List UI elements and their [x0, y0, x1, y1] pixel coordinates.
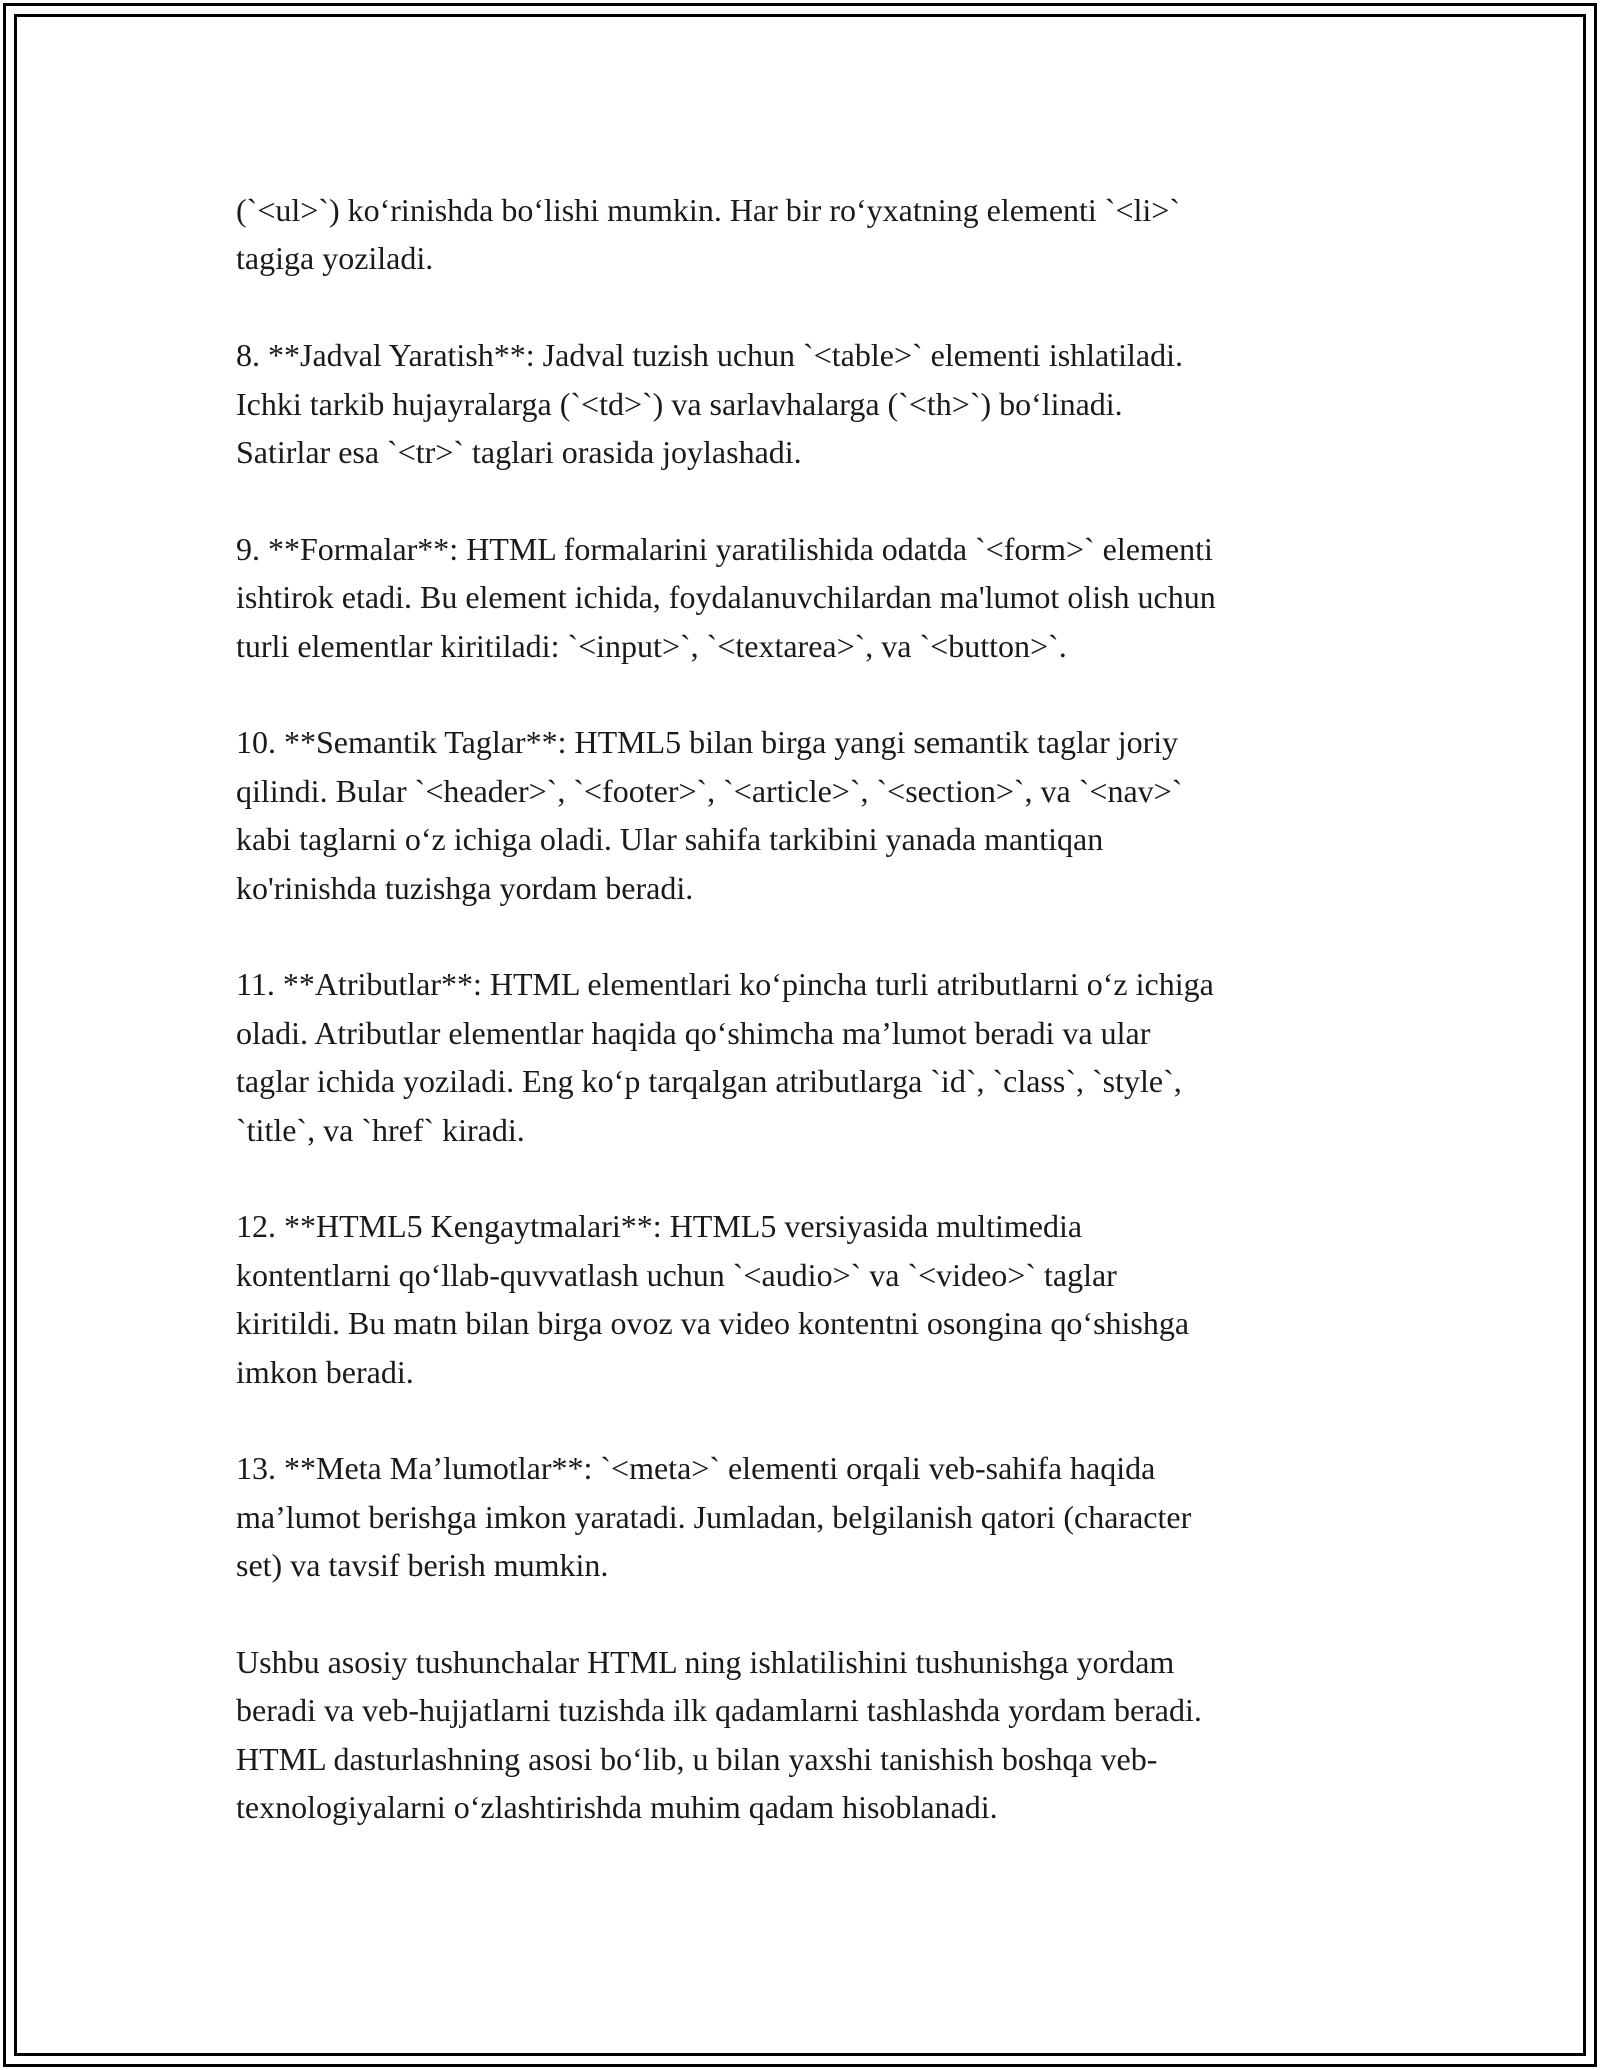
text-line: kiritildi. Bu matn bilan birga ovoz va video kontentni osongina qo‘shishga: [236, 1305, 1190, 1342]
text-line: kabi taglarni o‘z ichiga oladi. Ular sahifa tarkibini yanada mantiqan: [236, 821, 1104, 858]
text-line: Ushbu asosiy tushunchalar HTML ning ishlatilishini tushunishga yordam: [236, 1644, 1175, 1681]
text-line: `title`, va `href` kiradi.: [236, 1111, 525, 1148]
text-line: ko'rinishda tuzishga yordam beradi.: [236, 869, 694, 906]
paragraph-lists-continuation: [236, 186, 1366, 283]
text-line: texnologiyalarni o‘zlashtirishda muhim qadam hisoblanadi.: [236, 1789, 998, 1826]
text-line: HTML dasturlashning asosi bo‘lib, u bilan yaxshi tanishish boshqa veb-: [236, 1740, 1158, 1777]
text-line: set) va tavsif berish mumkin.: [236, 1547, 609, 1584]
text-line: Satirlar esa `<tr>` taglari orasida joylashadi.: [236, 434, 802, 471]
text-line: Ichki tarkib hujayralarga (`<td>`) va sarlavhalarga (`<th>`) bo‘linadi.: [236, 385, 1123, 422]
text-line: beradi va veb-hujjatlarni tuzishda ilk qadamlarni tashlashda yordam beradi.: [236, 1692, 1202, 1729]
text-line: (`<ul>`) ko‘rinishda bo‘lishi mumkin. Har bir ro‘yxatning elementi `<li>`: [236, 192, 1180, 228]
text-line: oladi. Atributlar elementlar haqida qo‘shimcha ma’lumot beradi va ular: [236, 1014, 1151, 1051]
paragraph-item-12-html5-extensions: [236, 1202, 1366, 1396]
text-line: 9. **Formalar**: HTML formalarini yaratilishida odatda `<form>` elementi: [236, 530, 1213, 567]
paragraph-item-8-tables: [236, 331, 1366, 476]
paragraph-conclusion: [236, 1638, 1366, 1832]
paragraph-item-10-semantic-tags: [236, 718, 1366, 912]
paragraph-item-11-attributes: [236, 960, 1366, 1154]
text-line: 13. **Meta Ma’lumotlar**: `<meta>` elementi orqali veb-sahifa haqida: [236, 1450, 1156, 1487]
text-line: taglar ichida yoziladi. Eng ko‘p tarqalgan atributlarga `id`, `class`, `style`,: [236, 1063, 1182, 1100]
paragraph-item-9-forms: [236, 525, 1366, 670]
text-line: tagiga yoziladi.: [236, 240, 434, 277]
text-line: turli elementlar kiritiladi: `<input>`, `<textarea>`, va `<button>`.: [236, 627, 1067, 664]
paragraph-item-13-meta: [236, 1444, 1366, 1589]
text-line: imkon beradi.: [236, 1353, 414, 1390]
text-line: ma’lumot berishga imkon yaratadi. Jumladan, belgilanish qatori (character: [236, 1498, 1192, 1535]
text-line: 11. **Atributlar**: HTML elementlari ko‘pincha turli atributlarni o‘z ichiga: [236, 966, 1214, 1003]
text-line: 12. **HTML5 Kengaytmalari**: HTML5 versiyasida multimedia: [236, 1208, 1083, 1245]
text-line: ishtirok etadi. Bu element ichida, foydalanuvchilardan ma'lumot olish uchun: [236, 579, 1216, 616]
document-body: [236, 186, 1366, 1880]
text-line: 10. **Semantik Taglar**: HTML5 bilan birga yangi semantik taglar joriy: [236, 724, 1179, 761]
text-line: 8. **Jadval Yaratish**: Jadval tuzish uchun `<table>` elementi ishlatiladi.: [236, 337, 1184, 374]
text-line: kontentlarni qo‘llab-quvvatlash uchun `<audio>` va `<video>` taglar: [236, 1256, 1117, 1293]
text-line: qilindi. Bular `<header>`, `<footer>`, `<article>`, `<section>`, va `<nav>`: [236, 772, 1183, 809]
